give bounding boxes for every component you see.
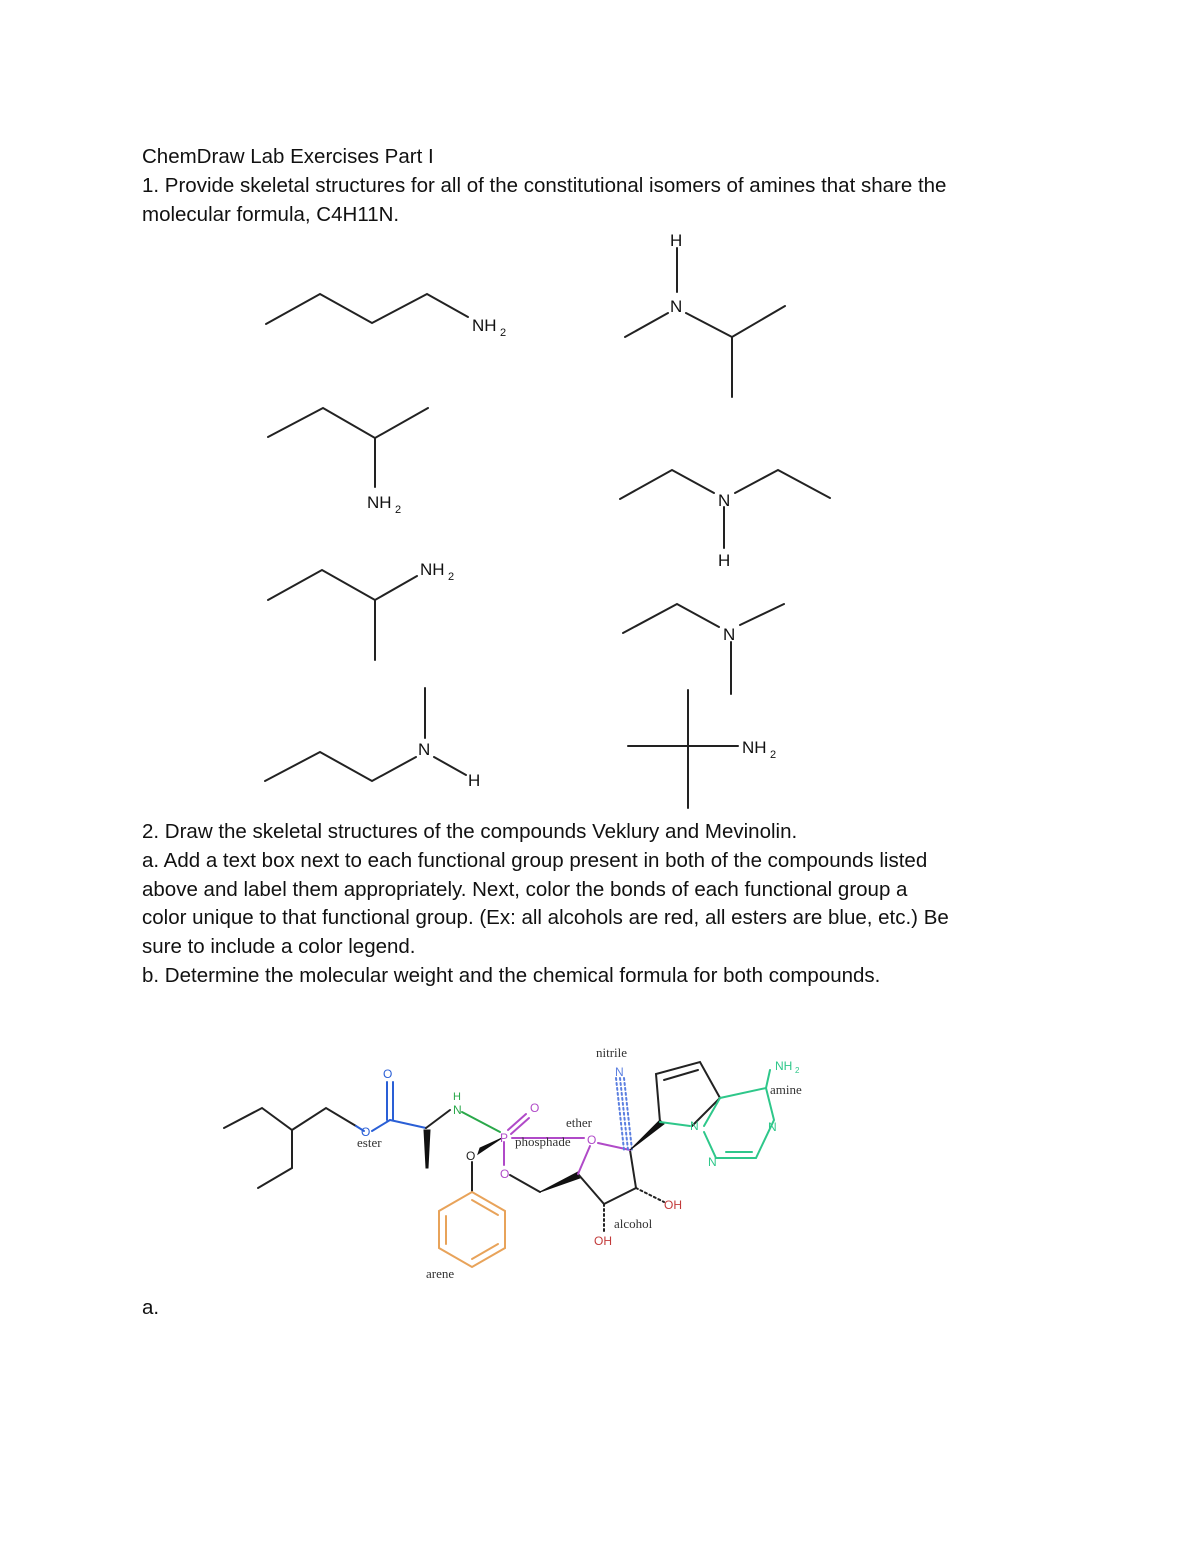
question-2a-text: a. Add a text box next to each functional group present in both of the compounds listed [142, 849, 928, 872]
h-label: H [718, 551, 731, 570]
wedge-bond [478, 1138, 502, 1154]
o-label: O [383, 1067, 393, 1081]
oh-label: OH [594, 1234, 612, 1248]
document-title: ChemDraw Lab Exercises Part I [142, 145, 434, 168]
nitrile-label: nitrile [596, 1045, 628, 1060]
nh2-label: NH [775, 1059, 793, 1073]
svg-text:2: 2 [795, 1066, 800, 1075]
ribose-ring [578, 1150, 636, 1204]
question-1-text-cont: molecular formula, C4H11N. [142, 203, 400, 226]
triazine-ring [660, 1070, 774, 1158]
question-2a-text-cont: color unique to that functional group. (Ex: all alcohols are red, all esters are blue, etc.) Be [142, 906, 949, 929]
o-label: O [530, 1101, 540, 1115]
nitrile-bonds [616, 1078, 632, 1150]
n-label: N [768, 1120, 777, 1134]
ether-bonds [578, 1143, 630, 1174]
h-label: H [670, 231, 683, 250]
wedge-bond [630, 1120, 664, 1150]
arene-label: arene [426, 1266, 455, 1281]
arene-ring [439, 1192, 505, 1267]
question-1-text: 1. Provide skeletal structures for all of the constitutional isomers of amines that share the [142, 174, 947, 197]
n-label: N [723, 625, 736, 644]
ch2-link [510, 1175, 540, 1192]
alanine-backbone [426, 1110, 450, 1128]
question-2a-text-cont: above and label them appropriately. Next, color the bonds of each functional group a [142, 878, 908, 901]
oh-label: OH [664, 1198, 682, 1212]
n-label: N [615, 1065, 624, 1079]
nh2-label: NH [742, 738, 767, 757]
amine-label: amine [770, 1082, 802, 1097]
svg-text:2: 2 [395, 504, 402, 516]
n-label: N [690, 1119, 699, 1133]
nh2-label: NH [472, 316, 497, 335]
h-label: H [453, 1091, 461, 1103]
svg-text:2: 2 [770, 749, 777, 761]
wedge-bond [424, 1130, 430, 1168]
n-label: N [453, 1103, 462, 1117]
o-label: O [466, 1149, 476, 1163]
o-label: O [587, 1133, 597, 1147]
o-label: O [361, 1125, 371, 1139]
nh2-label: NH [420, 560, 445, 579]
alkyl-chain [224, 1108, 356, 1188]
p-label: P [500, 1131, 509, 1145]
n-label: N [670, 297, 683, 316]
alcohol-label: alcohol [614, 1216, 653, 1231]
question-2b-text: b. Determine the molecular weight and the chemical formula for both compounds. [142, 964, 881, 987]
svg-text:2: 2 [500, 327, 507, 339]
wedge-bond [540, 1172, 580, 1192]
ester-label: ester [357, 1135, 382, 1150]
question-2-text: 2. Draw the skeletal structures of the compounds Veklury and Mevinolin. [142, 820, 798, 843]
ether-label: ether [566, 1115, 592, 1130]
phosphade-label: phosphade [515, 1134, 571, 1149]
ester-bonds [356, 1082, 426, 1131]
n-label: N [708, 1155, 717, 1169]
o-label: O [500, 1167, 510, 1181]
n-label: N [718, 491, 731, 510]
amine-nh-bonds [462, 1112, 500, 1132]
question-2a-text-cont: sure to include a color legend. [142, 935, 416, 958]
n-label: N [418, 740, 431, 759]
nh2-label: NH [367, 493, 392, 512]
svg-text:2: 2 [448, 571, 455, 583]
h-label: H [468, 771, 481, 790]
answer-a-label: a. [142, 1296, 160, 1319]
